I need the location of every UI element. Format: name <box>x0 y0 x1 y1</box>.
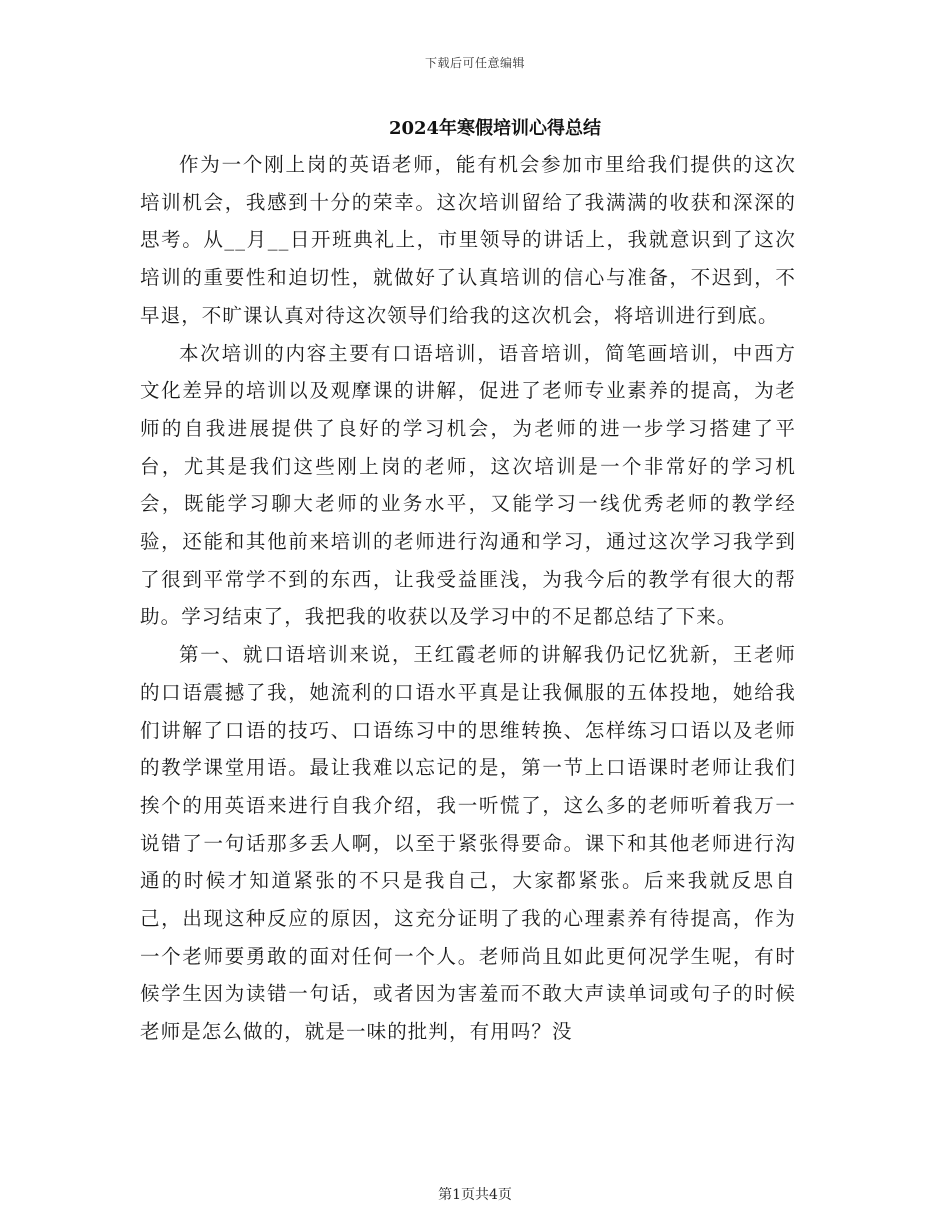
document-body <box>140 146 796 1051</box>
page-number: 第1页共4页 <box>438 1187 512 1203</box>
document-title: 2024年寒假培训心得总结 <box>388 118 602 139</box>
paragraph-1: 作为一个刚上岗的英语老师，能有机会参加市里给我们提供的这次培训机会，我感到十分的荣幸。这次培训留给了我满满的收获和深深的思考。从__月__日开班典礼上，市里领导的讲话上，我就意识到了这次培训的重要性和迫切性，就做好了认真培训的信心与准备，不迟到，不早退，不旷课认真对待这次领导们给我的这次机会，将培训进行到底。 <box>140 153 796 327</box>
paragraph-2: 本次培训的内容主要有口语培训，语音培训，简笔画培训，中西方文化差异的培训以及观摩课的讲解，促进了老师专业素养的提高，为老师的自我进展提供了良好的学习机会，为老师的进一步学习搭建了平台，尤其是我们这些刚上岗的老师，这次培训是一个非常好的学习机会，既能学习聊大老师的业务水平，又能学习一线优秀老师的教学经验，还能和其他前来培训的老师进行沟通和学习，通过这次学习我学到了很到平常学不到的东西，让我受益匪浅，为我今后的教学有很大的帮助。学习结束了，我把我的收获以及学习中的不足都总结了下来。 <box>140 341 796 629</box>
paragraph-3: 第一、就口语培训来说，王红霞老师的讲解我仍记忆犹新，王老师的口语震撼了我，她流利的口语水平真是让我佩服的五体投地，她给我们讲解了口语的技巧、口语练习中的思维转换、怎样练习口语以及老师的教学课堂用语。最让我难以忘记的是，第一节上口语课时老师让我们挨个的用英语来进行自我介绍，我一听慌了，这么多的老师听着我万一说错了一句话那多丢人啊，以至于紧张得要命。课下和其他老师进行沟通的时候才知道紧张的不只是我自己，大家都紧张。后来我就反思自己，出现这种反应的原因，这充分证明了我的心理素养有待提高，作为一个老师要勇敢的面对任何一个人。老师尚且如此更何况学生呢，有时候学生因为读错一句话，或者因为害羞而不敢大声读单词或句子的时候老师是怎么做的，就是一味的批判，有用吗？没 <box>140 643 796 1044</box>
page-header-note: 下载后可任意编辑 <box>424 56 525 70</box>
